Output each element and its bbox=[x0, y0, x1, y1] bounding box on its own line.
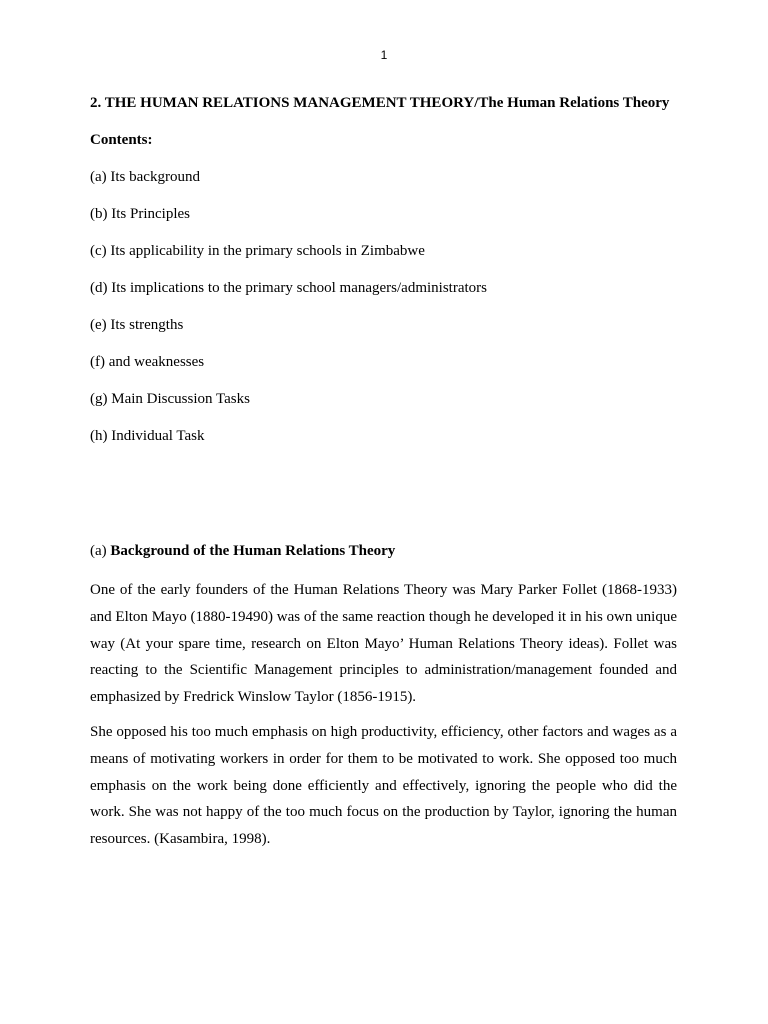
contents-item-f: (f) and weaknesses bbox=[90, 354, 205, 370]
contents-item-c: (c) Its applicability in the primary schools in Zimbabwe bbox=[90, 243, 425, 259]
contents-item-a: (a) Its background bbox=[90, 169, 200, 185]
section-a-heading bbox=[90, 540, 677, 562]
body-paragraph-2: She opposed his too much emphasis on high productivity, efficiency, other factors and wages as a means of motivating workers in order for them to be motivated to work. She opposed too much emphasis on the work being done efficiently and effectively, ignoring the people who did the work. She was not happy of the too much focus on the production by Taylor, ignoring the human resources. (Kasambira, 1998). bbox=[90, 723, 677, 848]
page-content bbox=[90, 92, 677, 853]
contents-item-b: (b) Its Principles bbox=[90, 206, 190, 222]
document-title: 2. THE HUMAN RELATIONS MANAGEMENT THEORY/The Human Relations Theory bbox=[90, 95, 670, 111]
contents-item-d: (d) Its implications to the primary school managers/administrators bbox=[90, 280, 487, 296]
contents-item-g: (g) Main Discussion Tasks bbox=[90, 391, 250, 407]
page-number: 1 bbox=[380, 48, 388, 62]
section-a-title: Background of the Human Relations Theory bbox=[110, 543, 396, 559]
body-paragraph-1: One of the early founders of the Human Relations Theory was Mary Parker Follet (1868-1933) and Elton Mayo (1880-19490) was of the same reaction though he developed it in his own unique way (At your spare time, research on Elton Mayo’ Human Relations Theory ideas). Follet was reacting to the Scientific Management principles to administration/management founded and emphasized by Fredrick Winslow Taylor (1856-1915). bbox=[90, 582, 677, 706]
contents-heading: Contents: bbox=[90, 132, 153, 148]
contents-item-e: (e) Its strengths bbox=[90, 317, 184, 333]
contents-list bbox=[90, 166, 677, 447]
section-a-prefix: (a) bbox=[90, 543, 111, 559]
contents-item-h: (h) Individual Task bbox=[90, 428, 205, 444]
